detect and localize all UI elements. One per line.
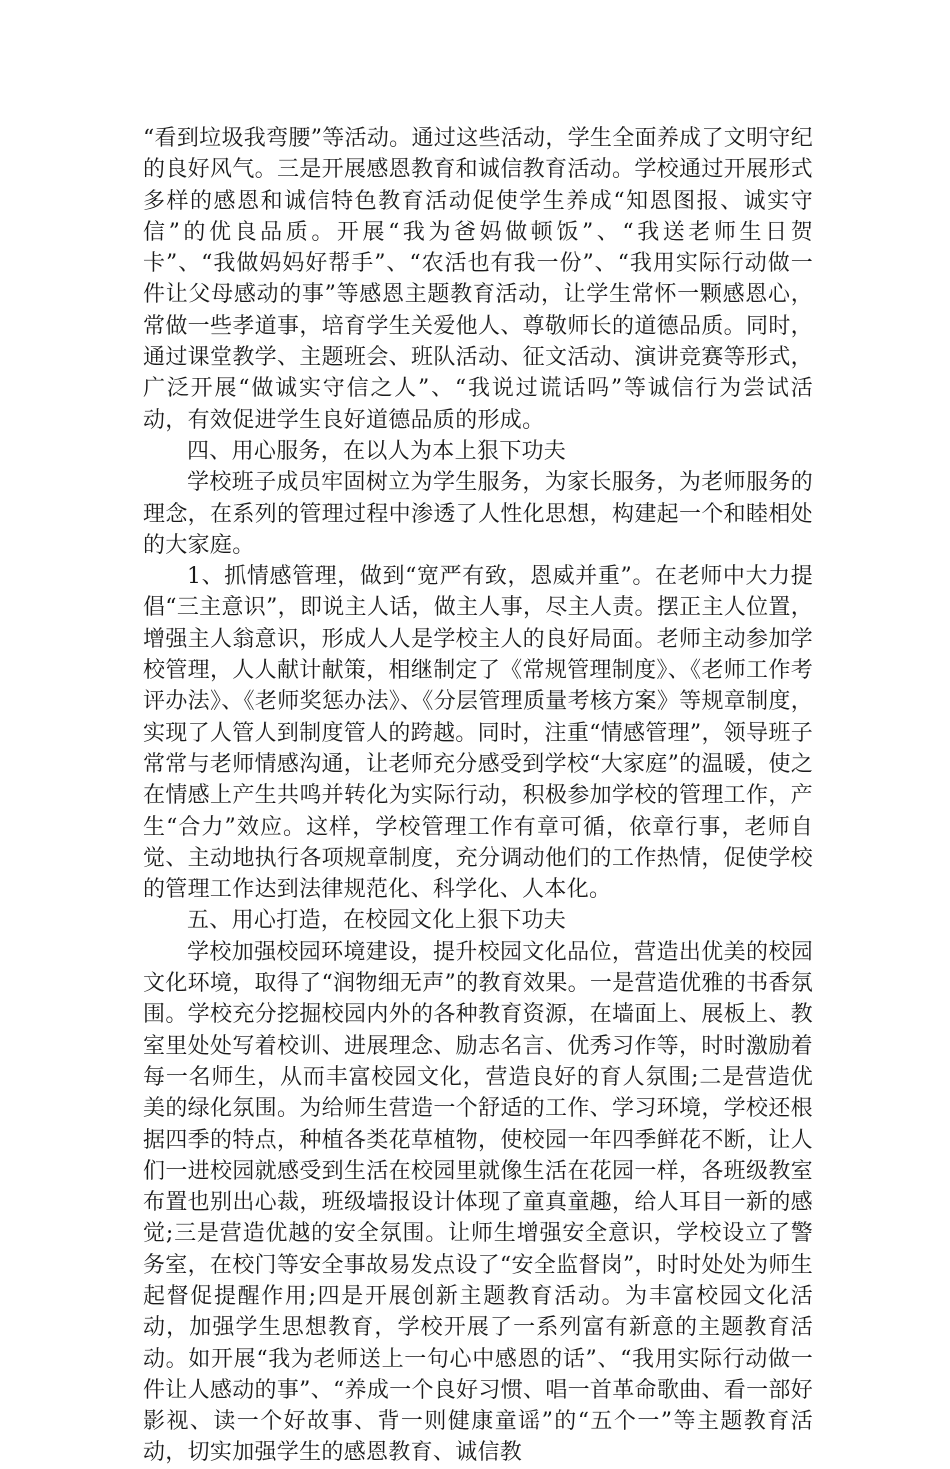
section-heading-service: 四、用心服务，在以人为本上狠下功夫 — [187, 438, 567, 464]
paragraph-civility-gratitude: “看到垃圾我弯腰”等活动。通过这些活动，学生全面养成了文明守纪的良好风气。三是开展感恩教育和诚信教育活动。学校通过开展形式多样的感恩和诚信特色教育活动促使学生养成“知恩图报、诚实守信”的优良品质。开展“我为爸妈做顿饭”、“我送老师生日贺卡”、“我做妈妈好帮手”、“农活也有我一份”、“我用实际行动做一件让父母感动的事”等感恩主题教育活动，让学生常怀一颗感恩心，常做一些孝道事，培育学生关爱他人、尊敬师长的道德品质。同时，通过课堂教学、主题班会、班队活动、征文活动、演讲竞赛等形式，广泛开展“做诚实守信之人”、“我说过谎话吗”等诚信行为尝试活动，有效促进学生良好道德品质的形成。 — [143, 126, 813, 433]
paragraph-campus-culture: 学校加强校园环境建设，提升校园文化品位，营造出优美的校园文化环境，取得了“润物细无声”的教育效果。一是营造优雅的书香氛围。学校充分挖掘校园内外的各种教育资源，在墙面上、展板上、教室里处处写着校训、进展理念、励志名言、优秀习作等，时时激励着每一名师生，从而丰富校园文化，营造良好的育人氛围;二是营造优美的绿化氛围。为给师生营造一个舒适的工作、学习环境，学校还根据四季的特点，种植各类花草植物，使校园一年四季鲜花不断，让人们一进校园就感受到生活在校园里就像生活在花园一样，各班级教室布置也别出心裁，班级墙报设计体现了童真童趣，给人耳目一新的感觉;三是营造优越的安全氛围。让师生增强安全意识，学校设立了警务室，在校门等安全事故易发点设了“安全监督岗”，时时处处为师生起督促提醒作用;四是开展创新主题教育活动。为丰富校园文化活动，加强学生思想教育，学校开展了一系列富有新意的主题教育活动。如开展“我为老师送上一句心中感恩的话”、“我用实际行动做一件让人感动的事”、“养成一个良好习惯、唱一首革命歌曲、看一部好影视、读一个好故事、背一则健康童谣”的“五个一”等主题教育活动，切实加强学生的感恩教育、诚信教 — [143, 939, 813, 1466]
paragraph-emotional-management: 1、抓情感管理，做到“宽严有致，恩威并重”。在老师中大力提倡“三主意识”，即说主人话，做主人事，尽主人责。摆正主人位置，增强主人翁意识，形成人人是学校主人的良好局面。老师主动参加学校管理，人人献计献策，相继制定了《常规管理制度》、《老师工作考评办法》、《老师奖惩办法》、《分层管理质量考核方案》等规章制度，实现了人管人到制度管人的跨越。同时，注重“情感管理”，领导班子常常与老师情感沟通，让老师充分感受到学校“大家庭”的温暖，使之在情感上产生共鸣并转化为实际行动，积极参加学校的管理工作，产生“合力”效应。这样，学校管理工作有章可循，依章行事，老师自觉、主动地执行各项规章制度，充分调动他们的工作热情，促使学校的管理工作达到法律规范化、科学化、人本化。 — [143, 564, 813, 903]
paragraph-service-intro: 学校班子成员牢固树立为学生服务，为家长服务，为老师服务的理念，在系列的管理过程中渗透了人性化思想，构建起一个和睦相处的大家庭。 — [143, 470, 813, 558]
document-body — [143, 123, 813, 1469]
section-heading-campus-culture: 五、用心打造，在校园文化上狠下功夫 — [187, 908, 567, 934]
